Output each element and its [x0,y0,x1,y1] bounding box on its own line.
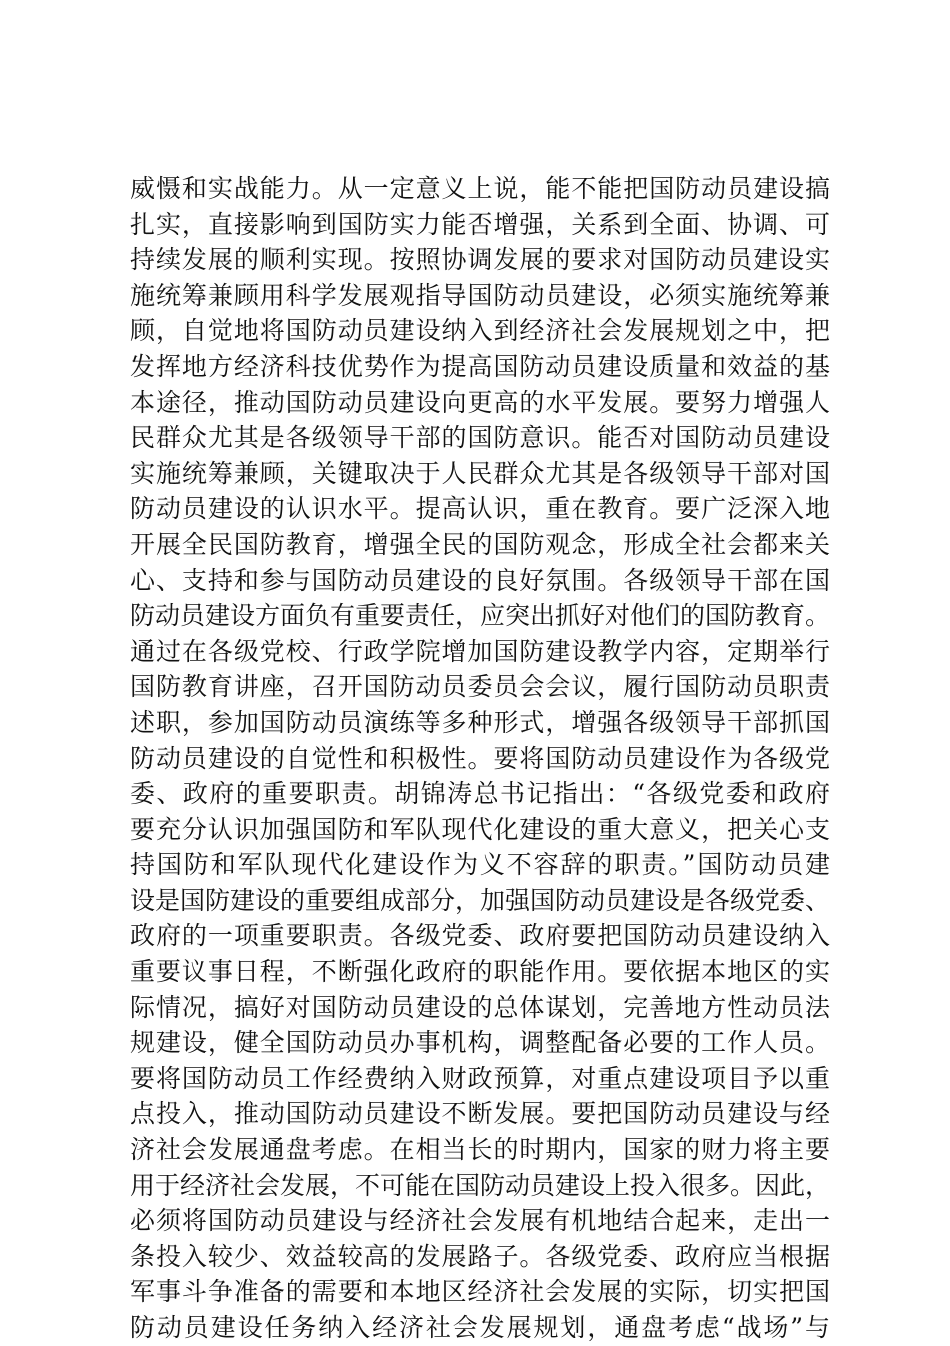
text-line: 济社会发展通盘考虑。在相当长的时期内，国家的财力将主要 [130,1135,830,1165]
text-line: 心、支持和参与国防动员建设的良好氛围。各级领导干部在国 [130,565,830,595]
text-line: 条投入较少、效益较高的发展路子。各级党委、政府应当根据 [130,1241,830,1271]
text-line: 顾，自觉地将国防动员建设纳入到经济社会发展规划之中，把 [130,316,830,346]
text-line: 重要议事日程，不断强化政府的职能作用。要依据本地区的实 [130,957,830,987]
text-line: 通过在各级党校、行政学院增加国防建设教学内容，定期举行 [130,636,830,666]
text-line: 实施统筹兼顾，关键取决于人民群众尤其是各级领导干部对国 [130,458,830,488]
text-line: 述职，参加国防动员演练等多种形式，增强各级领导干部抓国 [130,707,830,737]
text-line: 持国防和军队现代化建设作为义不容辞的职责。”国防动员建 [130,850,830,880]
text-line: 政府的一项重要职责。各级党委、政府要把国防动员建设纳入 [130,921,830,951]
text-line: 威慑和实战能力。从一定意义上说，能不能把国防动员建设搞 [130,174,830,203]
text-line: 施统筹兼顾用科学发展观指导国防动员建设，必须实施统筹兼 [130,280,830,310]
text-line: 军事斗争准备的需要和本地区经济社会发展的实际，切实把国 [130,1277,830,1307]
text-line: 设是国防建设的重要组成部分，加强国防动员建设是各级党委、 [130,885,831,915]
text-line: 必须将国防动员建设与经济社会发展有机地结合起来，走出一 [130,1206,830,1236]
text-line: 用于经济社会发展，不可能在国防动员建设上投入很多。因此， [130,1170,831,1200]
text-line: 要充分认识加强国防和军队现代化建设的重大意义，把关心支 [130,814,830,844]
text-line: 民群众尤其是各级领导干部的国防意识。能否对国防动员建设 [130,423,830,453]
text-line: 防动员建设的认识水平。提高认识，重在教育。要广泛深入地 [130,494,830,524]
body-text [130,171,830,1346]
text-line: 防动员建设任务纳入经济社会发展规划，通盘考虑“战场”与 [130,1313,830,1342]
text-line: 点投入，推动国防动员建设不断发展。要把国防动员建设与经 [130,1099,830,1129]
text-line: 持续发展的顺利实现。按照协调发展的要求对国防动员建设实 [130,245,830,275]
text-line: 委、政府的重要职责。胡锦涛总书记指出：“各级党委和政府 [130,779,830,809]
text-line: 要将国防动员工作经费纳入财政预算，对重点建设项目予以重 [130,1063,830,1093]
text-line: 发挥地方经济科技优势作为提高国防动员建设质量和效益的基 [130,351,830,381]
text-line: 规建设，健全国防动员办事机构，调整配备必要的工作人员。 [130,1028,830,1058]
text-line: 防动员建设的自觉性和积极性。要将国防动员建设作为各级党 [130,743,830,773]
text-line: 本途径，推动国防动员建设向更高的水平发展。要努力增强人 [130,387,830,417]
text-line: 开展全民国防教育，增强全民的国防观念，形成全社会都来关 [130,529,830,559]
text-line: 国防教育讲座，召开国防动员委员会会议，履行国防动员职责 [130,672,830,702]
text-line: 际情况，搞好对国防动员建设的总体谋划，完善地方性动员法 [130,992,830,1022]
text-line: 防动员建设方面负有重要责任，应突出抓好对他们的国防教育。 [130,601,831,631]
text-line: 扎实，直接影响到国防实力能否增强，关系到全面、协调、可 [130,209,830,239]
